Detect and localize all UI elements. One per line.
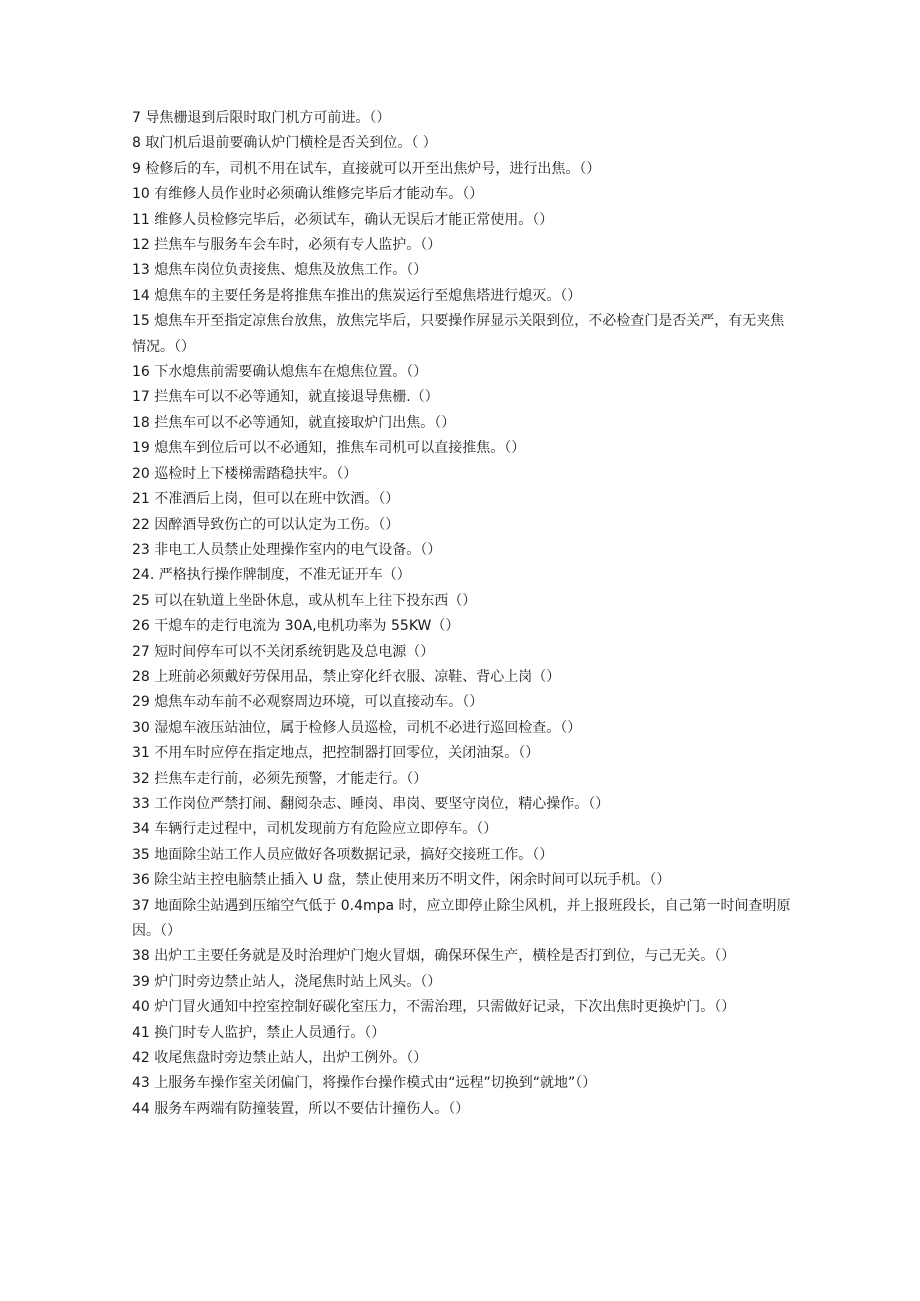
question-item: 38 出炉工主要任务就是及时治理炉门炮火冒烟，确保环保生产，横栓是否打到位，与己无关。（） (132, 948, 736, 965)
question-item: 8 取门机后退前要确认炉门横栓是否关到位。（ ） (132, 135, 437, 152)
question-item: 30 湿熄车液压站油位，属于检修人员巡检，司机不必进行巡回检查。（） (132, 719, 582, 736)
question-item: 22 因醉酒导致伤亡的可以认定为工伤。（） (132, 516, 400, 533)
question-item: 29 熄焦车动车前不必观察周边环境，可以直接动车。（） (132, 694, 484, 711)
question-item: 18 拦焦车可以不必等通知，就直接取炉门出焦。（） (132, 414, 456, 431)
question-item: 31 不用车时应停在指定地点，把控制器打回零位，关闭油泵。（） (132, 745, 540, 762)
question-item: 16 下水熄焦前需要确认熄焦车在熄焦位置。（） (132, 364, 428, 381)
question-item: 13 熄焦车岗位负责接焦、熄焦及放焦工作。（） (132, 262, 428, 279)
question-item: 17 拦焦车可以不必等通知，就直接退导焦栅.（） (132, 389, 439, 406)
question-item: 25 可以在轨道上坐卧休息，或从机车上往下投东西（） (132, 592, 477, 609)
question-item: 37 地面除尘站遇到压缩空气低于 0.4mpa 时，应立即停止除尘风机，并上报班段长，自己第一时间查明原因。（） (132, 897, 791, 939)
question-item: 42 收尾焦盘时旁边禁止站人，出炉工例外。（） (132, 1050, 428, 1067)
question-item: 9 检修后的车，司机不用在试车，直接就可以开至出焦炉号，进行出焦。（） (132, 160, 601, 177)
question-item: 26 干熄车的走行电流为 30A,电机功率为 55KW（） (132, 618, 460, 635)
question-item: 35 地面除尘站工作人员应做好各项数据记录，搞好交接班工作。（） (132, 846, 554, 863)
question-item: 19 熄焦车到位后可以不必通知，推焦车司机可以直接推焦。（） (132, 440, 526, 457)
question-item: 21 不准酒后上岗，但可以在班中饮酒。（） (132, 491, 400, 508)
question-item: 28 上班前必须戴好劳保用品，禁止穿化纤衣服、凉鞋、背心上岗（） (132, 668, 561, 685)
question-item: 36 除尘站主控电脑禁止插入 U 盘，禁止使用来历不明文件，闲余时间可以玩手机。（） (132, 872, 671, 889)
question-item: 34 车辆行走过程中，司机发现前方有危险应立即停车。（） (132, 821, 498, 838)
question-item: 14 熄焦车的主要任务是将推焦车推出的焦炭运行至熄焦塔进行熄灭。（） (132, 287, 582, 304)
question-item: 10 有维修人员作业时必须确认维修完毕后才能动车。（） (132, 186, 484, 203)
question-list (132, 106, 792, 1122)
question-item: 32 拦焦车走行前，必须先预警，才能走行。（） (132, 770, 428, 787)
question-item: 40 炉门冒火通知中控室控制好碳化室压力，不需治理，只需做好记录，下次出焦时更换炉门。（） (132, 999, 736, 1016)
question-item: 33 工作岗位严禁打闹、翻阅杂志、睡岗、串岗、要坚守岗位，精心操作。（） (132, 795, 610, 812)
question-item: 27 短时间停车可以不关闭系统钥匙及总电源（） (132, 643, 435, 660)
question-item: 23 非电工人员禁止处理操作室内的电气设备。（） (132, 541, 442, 558)
question-item: 44 服务车两端有防撞装置，所以不要估计撞伤人。（） (132, 1100, 470, 1117)
question-item: 39 炉门时旁边禁止站人，浇尾焦时站上风头。（） (132, 973, 442, 990)
question-item: 43 上服务车操作室关闭偏门，将操作台操作模式由“远程”切换到“就地”（） (132, 1075, 597, 1092)
question-item: 20 巡检时上下楼梯需踏稳扶牢。（） (132, 465, 358, 482)
question-item: 41 换门时专人监护，禁止人员通行。（） (132, 1024, 386, 1041)
question-item: 7 导焦栅退到后限时取门机方可前进。（） (132, 110, 391, 126)
question-item: 12 拦焦车与服务车会车时，必须有专人监护。（） (132, 237, 442, 254)
question-item: 15 熄焦车开至指定凉焦台放焦，放焦完毕后，只要操作屏显示关限到位，不必检查门是否关严，有无夹焦情况。（） (132, 313, 785, 355)
question-item: 24. 严格执行操作牌制度，不准无证开车（） (132, 567, 411, 584)
question-item: 11 维修人员检修完毕后，必须试车，确认无误后才能正常使用。（） (132, 211, 554, 228)
